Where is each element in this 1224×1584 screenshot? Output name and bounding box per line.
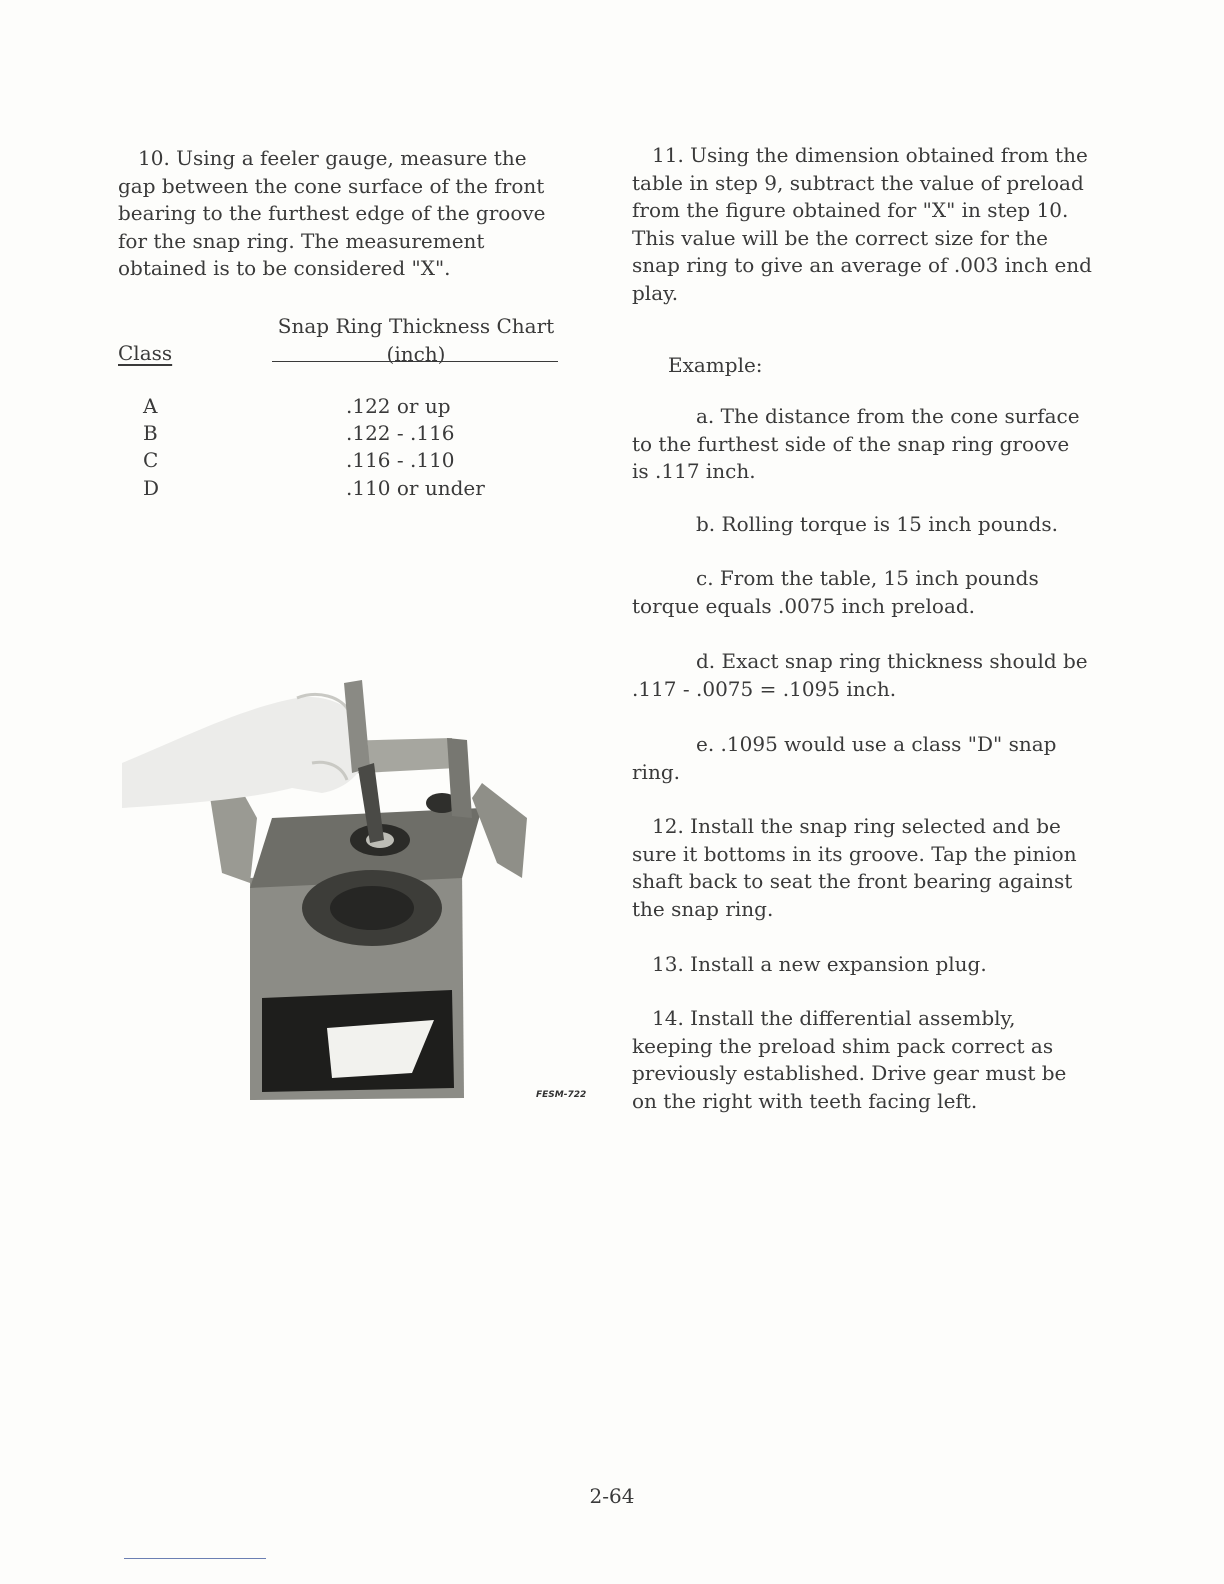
example-a-text: a. The distance from the cone surface to the furthest side of the snap ring groove is .117 inch. — [632, 404, 1080, 483]
chart-class-c: C — [143, 448, 159, 472]
example-d-text: d. Exact snap ring thickness should be .117 - .0075 = .1095 inch. — [632, 649, 1088, 701]
chart-class-d: D — [143, 476, 160, 500]
step-12-text: 12. Install the snap ring selected and be sure it bottoms in its groove. Tap the pinion shaft back to seat the front bearing against the snap ring. — [632, 814, 1077, 921]
step-11-text: 11. Using the dimension obtained from the table in step 9, subtract the value of preload from the figure obtained for "X" in step 10. This value will be the correct size for the snap ring to give an average of .003 inch end play. — [632, 143, 1092, 305]
step-13-text: 13. Install a new expansion plug. — [652, 952, 987, 976]
class-column-header: Class — [118, 341, 173, 365]
feeler-gauge-photo — [122, 668, 537, 1108]
example-e-text: e. .1095 would use a class "D" snap ring. — [632, 732, 1057, 784]
chart-value-c: .116 - .110 — [346, 448, 455, 472]
chart-class-a: A — [143, 394, 158, 418]
chart-title-line2: (inch) — [386, 342, 446, 366]
chart-header-rule — [272, 361, 558, 362]
chart-value-a: .122 or up — [346, 394, 451, 418]
example-c-text: c. From the table, 15 inch pounds torque equals .0075 inch preload. — [632, 566, 1039, 618]
chart-value-d: .110 or under — [346, 476, 485, 500]
step-14-text: 14. Install the differential assembly, keeping the preload shim pack correct as previously established. Drive gear must be on the right with teeth facing left. — [632, 1006, 1067, 1113]
example-b-text: b. Rolling torque is 15 inch pounds. — [696, 512, 1058, 536]
figure-label: FESM-722 — [536, 1090, 587, 1100]
chart-value-b: .122 - .116 — [346, 421, 455, 445]
step-10-text: 10. Using a feeler gauge, measure the gap between the cone surface of the front bearing to the furthest edge of the groove for the snap ring. The measurement obtained is to be considered "X". — [118, 146, 546, 280]
example-label: Example: — [668, 353, 763, 377]
chart-class-b: B — [143, 421, 158, 445]
footer-rule — [124, 1558, 266, 1559]
page-number: 2-64 — [589, 1484, 635, 1508]
chart-title-line1: Snap Ring Thickness Chart — [277, 314, 555, 338]
chart-title — [272, 312, 560, 368]
